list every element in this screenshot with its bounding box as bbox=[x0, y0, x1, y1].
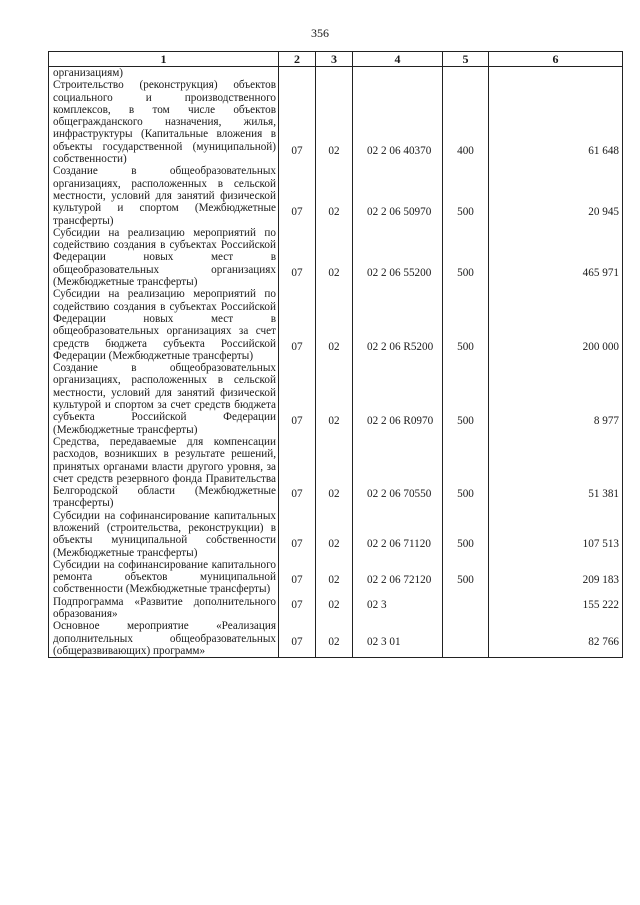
header-type: 5 bbox=[443, 52, 489, 67]
table-row bbox=[49, 288, 623, 362]
table-row bbox=[49, 227, 623, 288]
table-row bbox=[49, 559, 623, 596]
row-type: 400 bbox=[443, 79, 489, 165]
row-code: 02 2 06 R5200 bbox=[353, 288, 443, 362]
row-code: 02 2 06 40370 bbox=[353, 79, 443, 165]
row-description: организациям) bbox=[49, 67, 279, 80]
table-row bbox=[49, 79, 623, 165]
row-section: 07 bbox=[279, 227, 316, 288]
row-section: 07 bbox=[279, 79, 316, 165]
row-code: 02 3 01 bbox=[353, 620, 443, 657]
row-description: Создание в общеобразовательных организациях, расположенных в сельской местности, условий для занятий физической культурой и спортом за счет средств бюджета субъекта Российской Федерации (Межбюджетные трансферты) bbox=[49, 362, 279, 436]
page-number: 356 bbox=[311, 26, 329, 40]
row-section: 07 bbox=[279, 559, 316, 596]
row-description: Создание в общеобразовательных организациях, расположенных в сельской местности, условий для занятий физической культурой и спортом (Межбюджетные трансферты) bbox=[49, 165, 279, 226]
row-code: 02 2 06 70550 bbox=[353, 436, 443, 510]
row-description: Основное мероприятие «Реализация дополнительных общеобразовательных (общеразвивающих) программ» bbox=[49, 620, 279, 657]
row-amount bbox=[489, 67, 623, 80]
row-type: 500 bbox=[443, 559, 489, 596]
row-amount: 61 648 bbox=[489, 79, 623, 165]
row-type: 500 bbox=[443, 165, 489, 226]
row-subsection: 02 bbox=[316, 620, 353, 657]
row-subsection: 02 bbox=[316, 165, 353, 226]
row-type: 500 bbox=[443, 510, 489, 559]
row-section: 07 bbox=[279, 362, 316, 436]
row-description: Субсидии на реализацию мероприятий по содействию создания в субъектах Российской Федерации новых мест в общеобразовательных организациях (Межбюджетные трансферты) bbox=[49, 227, 279, 288]
row-section: 07 bbox=[279, 288, 316, 362]
row-subsection: 02 bbox=[316, 559, 353, 596]
row-code: 02 2 06 55200 bbox=[353, 227, 443, 288]
row-type: 500 bbox=[443, 362, 489, 436]
row-subsection: 02 bbox=[316, 79, 353, 165]
row-code: 02 2 06 72120 bbox=[353, 559, 443, 596]
header-section: 2 bbox=[279, 52, 316, 67]
table-row bbox=[49, 436, 623, 510]
row-code: 02 3 bbox=[353, 596, 443, 621]
row-amount: 82 766 bbox=[489, 620, 623, 657]
row-amount: 51 381 bbox=[489, 436, 623, 510]
header-amount: 6 bbox=[489, 52, 623, 67]
row-amount: 200 000 bbox=[489, 288, 623, 362]
row-amount: 20 945 bbox=[489, 165, 623, 226]
row-section: 07 bbox=[279, 596, 316, 621]
row-subsection: 02 bbox=[316, 227, 353, 288]
header-subsection: 3 bbox=[316, 52, 353, 67]
row-description: Строительство (реконструкция) объектов социального и производственного комплексов, в том числе объектов общегражданского назначения, жилья, инфраструктуры (Капитальные вложения в объекты государственной (муниципальной) собственности) bbox=[49, 79, 279, 165]
row-type bbox=[443, 67, 489, 80]
row-code bbox=[353, 67, 443, 80]
row-section: 07 bbox=[279, 620, 316, 657]
row-description: Субсидии на софинансирование капитального ремонта объектов муниципальной собственности (Межбюджетные трансферты) bbox=[49, 559, 279, 596]
row-subsection: 02 bbox=[316, 288, 353, 362]
row-type bbox=[443, 620, 489, 657]
row-amount: 465 971 bbox=[489, 227, 623, 288]
row-section: 07 bbox=[279, 165, 316, 226]
row-amount: 209 183 bbox=[489, 559, 623, 596]
row-amount: 107 513 bbox=[489, 510, 623, 559]
row-subsection: 02 bbox=[316, 436, 353, 510]
table-row bbox=[49, 165, 623, 226]
row-amount: 8 977 bbox=[489, 362, 623, 436]
row-type: 500 bbox=[443, 227, 489, 288]
table-row bbox=[49, 67, 623, 80]
row-description: Средства, передаваемые для компенсации расходов, возникших в результате решений, принятых органами власти другого уровня, за счет средств резервного фонда Правительства Белгородской области (Межбюджетные трансферты) bbox=[49, 436, 279, 510]
table-row bbox=[49, 510, 623, 559]
budget-table bbox=[48, 51, 623, 658]
row-description: Субсидии на реализацию мероприятий по содействию создания в субъектах Российской Федерации новых мест в общеобразовательных организациях за счет средств бюджета субъекта Российской Федерации (Межбюджетные трансферты) bbox=[49, 288, 279, 362]
row-code: 02 2 06 R0970 bbox=[353, 362, 443, 436]
header-description: 1 bbox=[49, 52, 279, 67]
row-code: 02 2 06 71120 bbox=[353, 510, 443, 559]
row-type bbox=[443, 596, 489, 621]
row-section: 07 bbox=[279, 436, 316, 510]
row-code: 02 2 06 50970 bbox=[353, 165, 443, 226]
row-description: Подпрограмма «Развитие дополнительного образования» bbox=[49, 596, 279, 621]
row-section bbox=[279, 67, 316, 80]
row-subsection: 02 bbox=[316, 362, 353, 436]
row-section: 07 bbox=[279, 510, 316, 559]
row-amount: 155 222 bbox=[489, 596, 623, 621]
row-subsection bbox=[316, 67, 353, 80]
table-row bbox=[49, 620, 623, 657]
table-row bbox=[49, 362, 623, 436]
table-row bbox=[49, 596, 623, 621]
table-header-row bbox=[49, 52, 623, 67]
row-type: 500 bbox=[443, 436, 489, 510]
row-subsection: 02 bbox=[316, 510, 353, 559]
row-description: Субсидии на софинансирование капитальных вложений (строительства, реконструкции) в объекты муниципальной собственности (Межбюджетные трансферты) bbox=[49, 510, 279, 559]
header-code: 4 bbox=[353, 52, 443, 67]
row-type: 500 bbox=[443, 288, 489, 362]
row-subsection: 02 bbox=[316, 596, 353, 621]
